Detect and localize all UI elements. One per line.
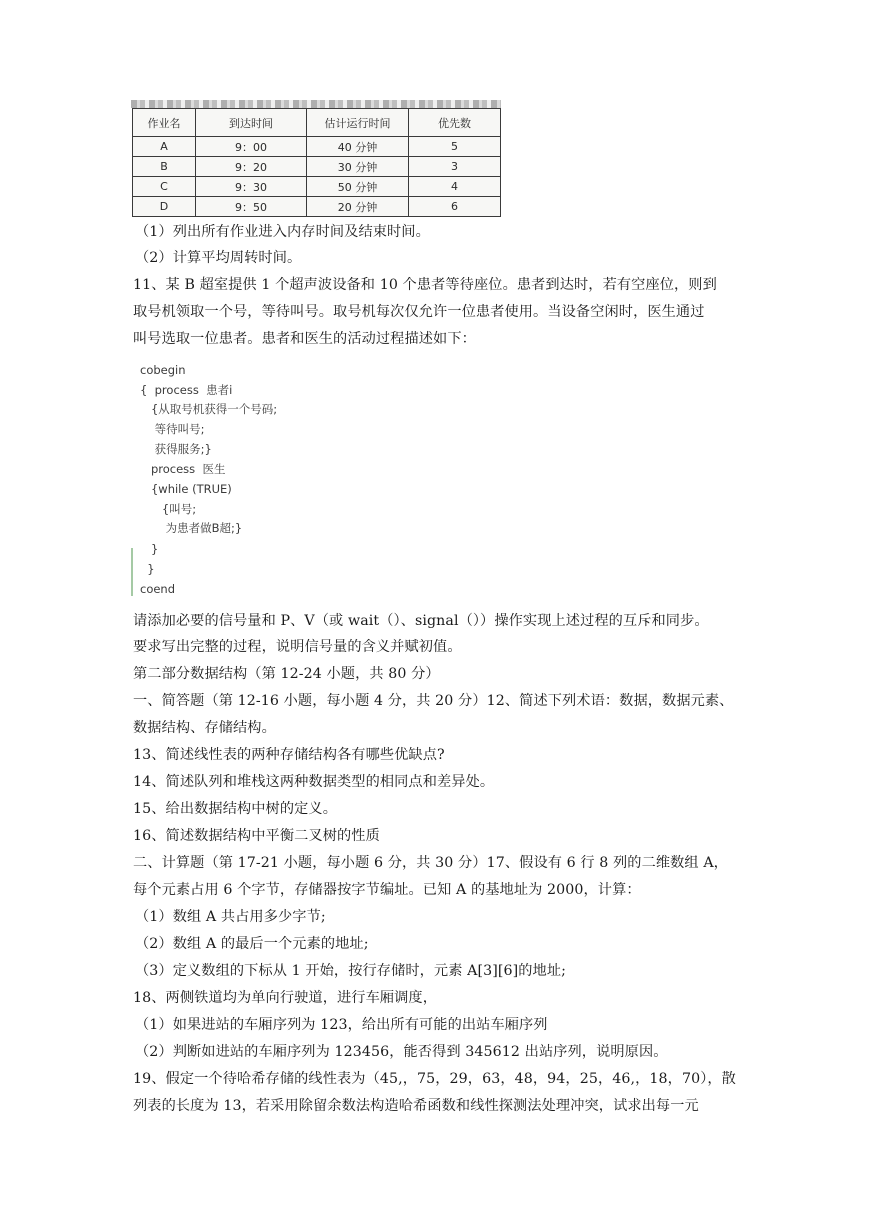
job-table-cell: D xyxy=(133,197,196,217)
job-table-cell: 4 xyxy=(409,177,501,197)
job-table-row xyxy=(133,137,501,157)
job-table-cell: 9：00 xyxy=(196,137,307,157)
question-17-line: 二、计算题（第 17-21 小题，每小题 6 分，共 30 分）17、假设有 6 行 8 列的二维数组 A， xyxy=(133,855,728,871)
question-19-line: 19、假定一个待哈希存储的线性表为（45,，75，29，63，48，94，25，46,，18，70），散 xyxy=(133,1071,736,1087)
job-table-row xyxy=(133,157,501,177)
job-table-header: 优先数 xyxy=(409,109,501,137)
code-line: {while (TRUE) xyxy=(140,482,232,496)
question-18-part: （1）如果进站的车厢序列为 123，给出所有可能的出站车厢序列 xyxy=(135,1017,548,1033)
code-line: {叫号; xyxy=(140,502,197,516)
job-table-header: 到达时间 xyxy=(196,109,307,137)
job-table-cell: 30 分钟 xyxy=(307,157,409,177)
question-17-part: （1）数组 A 共占用多少字节; xyxy=(135,909,326,925)
scan-artifact-strip xyxy=(131,100,501,108)
job-table-cell: 50 分钟 xyxy=(307,177,409,197)
question-11-requirement: 要求写出完整的过程，说明信号量的含义并赋初值。 xyxy=(133,639,462,655)
question-11-line: 取号机领取一个号，等待叫号。取号机每次仅允许一位患者使用。当设备空闲时，医生通过 xyxy=(133,304,705,320)
question-12-line: 一、简答题（第 12-16 小题，每小题 4 分，共 20 分）12、简述下列术语：数据，数据元素、 xyxy=(133,693,734,709)
job-table-cell: A xyxy=(133,137,196,157)
job-table-cell: 5 xyxy=(409,137,501,157)
question-11-line: 叫号选取一位患者。患者和医生的活动过程描述如下： xyxy=(133,331,476,347)
code-line: } xyxy=(140,542,159,556)
code-line: {从取号机获得一个号码; xyxy=(140,402,278,416)
job-table-row xyxy=(133,177,501,197)
code-line: 获得服务;} xyxy=(140,442,212,456)
job-table-cell: B xyxy=(133,157,196,177)
question-16: 16、简述数据结构中平衡二叉树的性质 xyxy=(133,828,380,844)
job-table-cell: 40 分钟 xyxy=(307,137,409,157)
question-18: 18、两侧铁道均为单向行驶道，进行车厢调度， xyxy=(133,990,438,1006)
code-line: coend xyxy=(140,582,176,596)
question-15: 15、给出数据结构中树的定义。 xyxy=(133,801,337,817)
code-line: cobegin xyxy=(140,363,186,377)
question-17-line: 每个元素占用 6 个字节，存储器按字节编址。已知 A 的基地址为 2000，计算： xyxy=(133,882,641,898)
code-line: 为患者做B超;} xyxy=(140,521,243,535)
job-table-header: 作业名 xyxy=(133,109,196,137)
question-18-part: （2）判断如进站的车厢序列为 123456，能否得到 345612 出站序列，说明原因。 xyxy=(135,1044,668,1060)
code-line: 等待叫号; xyxy=(140,422,205,436)
question-13: 13、简述线性表的两种存储结构各有哪些优缺点? xyxy=(133,747,445,763)
job-table-cell: 6 xyxy=(409,197,501,217)
question-14: 14、简述队列和堆栈这两种数据类型的相同点和差异处。 xyxy=(133,774,495,790)
job-table-cell: 9：30 xyxy=(196,177,307,197)
job-table-row xyxy=(133,197,501,217)
code-line: process 医生 xyxy=(140,462,226,476)
job-table-cell: 3 xyxy=(409,157,501,177)
job-table-cell: 9：50 xyxy=(196,197,307,217)
job-table xyxy=(132,108,501,217)
job-table-cell: 9：20 xyxy=(196,157,307,177)
job-table-header: 估计运行时间 xyxy=(307,109,409,137)
question-17-part: （3）定义数组的下标从 1 开始，按行存储时，元素 A[3][6]的地址; xyxy=(135,963,567,979)
question-10-part-2: （2）计算平均周转时间。 xyxy=(135,250,302,266)
section-heading: 第二部分数据结构（第 12-24 小题，共 80 分） xyxy=(133,666,440,682)
job-table-cell: C xyxy=(133,177,196,197)
job-table-header-row xyxy=(133,109,501,137)
question-10-part-1: （1）列出所有作业进入内存时间及结束时间。 xyxy=(135,224,430,240)
question-12-line: 数据结构、存储结构。 xyxy=(133,720,276,736)
question-11-line: 11、某 B 超室提供 1 个超声波设备和 10 个患者等待座位。患者到达时，若有空座位，则到 xyxy=(133,277,717,293)
question-11-requirement: 请添加必要的信号量和 P、V（或 wait（）、signal（））操作实现上述过程的互斥和同步。 xyxy=(133,613,709,629)
question-19-line: 列表的长度为 13，若采用除留余数法构造哈希函数和线性探测法处理冲突，试求出每一元 xyxy=(133,1098,699,1114)
code-line: } xyxy=(140,562,155,576)
job-table-cell: 20 分钟 xyxy=(307,197,409,217)
question-17-part: （2）数组 A 的最后一个元素的地址; xyxy=(135,936,369,952)
scan-edge-mark xyxy=(131,548,133,596)
code-line: { process 患者i xyxy=(140,383,233,397)
